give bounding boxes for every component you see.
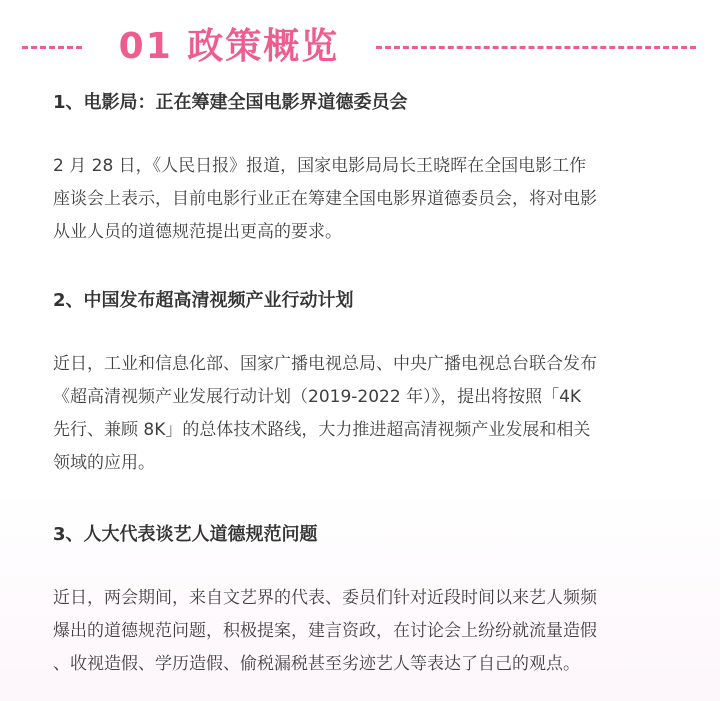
paragraph-line: 《超高清视频产业发展行动计划（2019-2022 年）》，提出将按照「4K <box>53 387 582 407</box>
section-header <box>0 22 720 72</box>
item-paragraph-1 <box>53 150 665 249</box>
section-title: 01 政策概览 <box>118 26 340 67</box>
paragraph-line: 先行、兼顾 8K」的总体技术路线，大力推进超高清视频产业发展和相关 <box>53 420 591 440</box>
paragraph-line: 近日，两会期间，来自文艺界的代表、委员们针对近段时间以来艺人频频 <box>53 588 597 608</box>
paragraph-line: 2 月 28 日，《人民日报》报道，国家电影局局长王晓晖在全国电影工作 <box>53 156 587 176</box>
item-paragraph-2 <box>53 348 665 480</box>
decorative-dash-right <box>376 46 696 52</box>
item-paragraph-3 <box>53 582 665 681</box>
paragraph-line: 近日，工业和信息化部、国家广播电视总局、中央广播电视总台联合发布 <box>53 354 597 374</box>
item-heading-3: 3、人大代表谈艺人道德规范问题 <box>53 524 318 545</box>
paragraph-line: 爆出的道德规范问题，积极提案，建言资政，在讨论会上纷纷就流量造假 <box>53 621 597 641</box>
paragraph-line: 从业人员的道德规范提出更高的要求。 <box>53 222 342 242</box>
item-heading-2: 2、中国发布超高清视频产业行动计划 <box>53 290 354 311</box>
decorative-dash-left <box>22 46 82 52</box>
paragraph-line: 领域的应用。 <box>53 453 155 473</box>
paragraph-line: 座谈会上表示，目前电影行业正在筹建全国电影界道德委员会，将对电影 <box>53 189 597 209</box>
paragraph-line: 、收视造假、学历造假、偷税漏税甚至劣迹艺人等表达了自己的观点。 <box>53 654 580 674</box>
item-heading-1: 1、电影局：正在筹建全国电影界道德委员会 <box>53 92 408 113</box>
